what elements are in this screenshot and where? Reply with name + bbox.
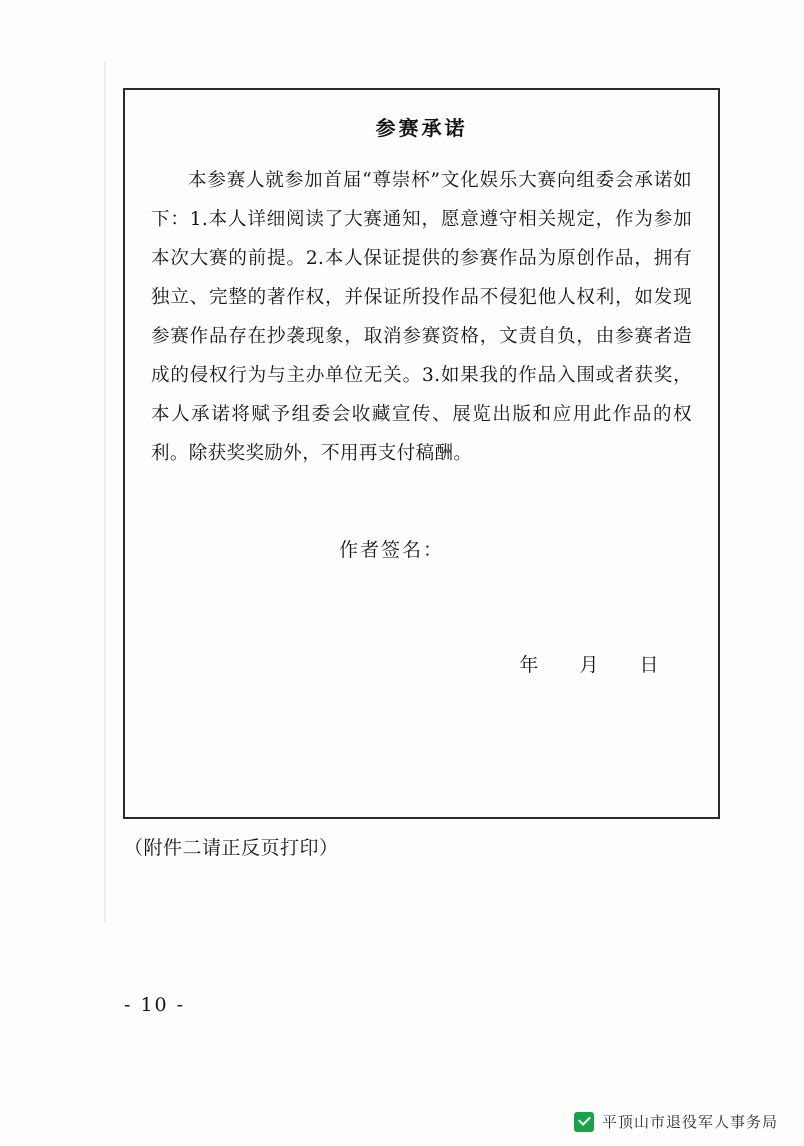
page-number: - 10 - [124,994,186,1016]
signature-label: 作者签名： [338,539,444,561]
document-frame [123,88,720,819]
scan-edge-shading [104,62,106,922]
date-year-label: 年 [519,654,539,676]
date-month-label: 月 [579,654,599,676]
commitment-body-text: 本参赛人就参加首届“尊崇杯”文化娱乐大赛向组委会承诺如下：1.本人详细阅读了大赛通知，愿意遵守相关规定，作为参加本次大赛的前提。2.本人保证提供的参赛作品为原创作品，拥有独立、完整的著作权，并保证所投作品不侵犯他人权利，如发现参赛作品存在抄袭现象，取消参赛资格，文责自负，由参赛者造成的侵权行为与主办单位无关。3.如果我的作品入围或者获奖，本人承诺将赋予组委会收藏宣传、展览出版和应用此作品的权利。除获奖奖励外，不用再支付稿酬。 [151,170,692,464]
footer-watermark [574,1111,778,1132]
footer-organization-name: 平顶山市退役军人事务局 [601,1113,778,1131]
check-badge-icon [574,1112,594,1132]
date-line [125,650,718,677]
page-title: 参赛承诺 [375,116,468,140]
print-note: （附件二请正反页打印） [124,837,339,859]
date-day-label: 日 [639,654,659,676]
